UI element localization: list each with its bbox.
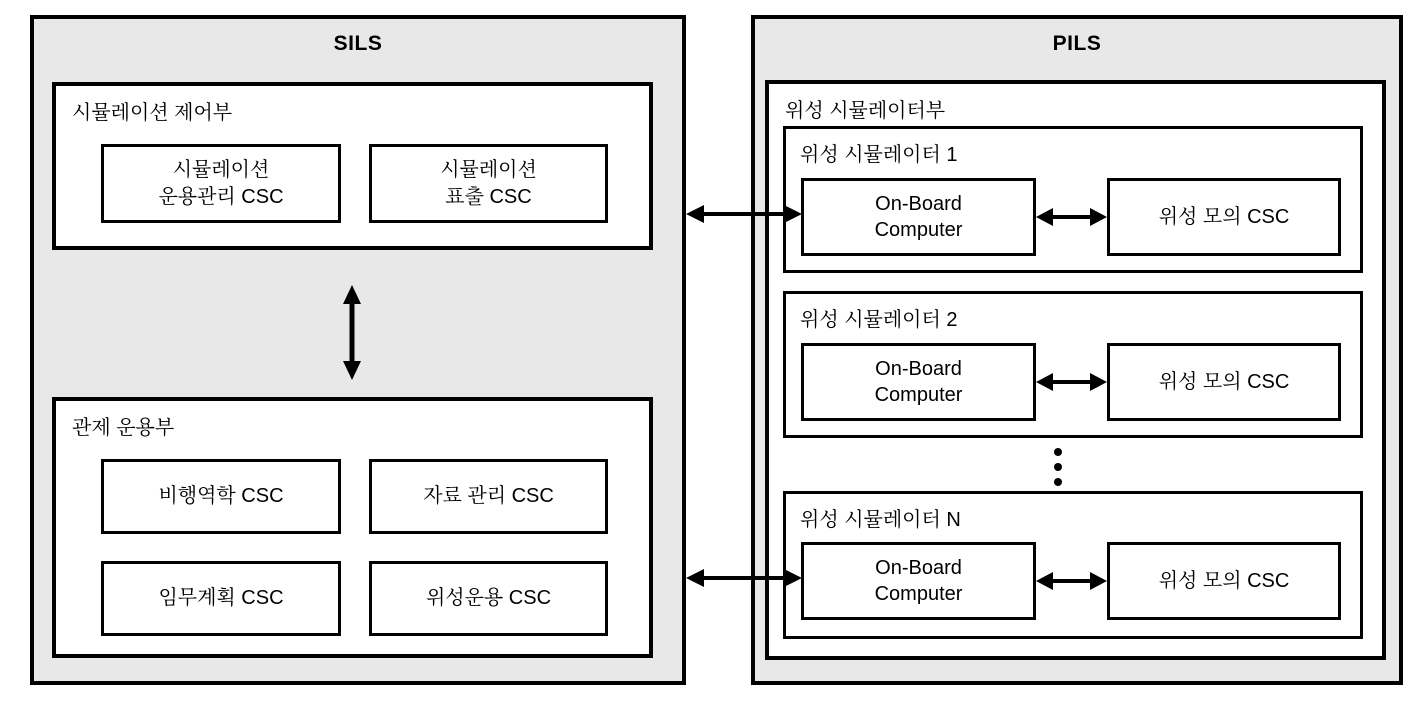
sils-title: SILS bbox=[333, 32, 383, 55]
dot bbox=[1054, 478, 1062, 486]
obc-csc-double-arrow-icon bbox=[1036, 205, 1107, 229]
sim-ops-mgmt-csc-box bbox=[101, 144, 341, 223]
sat-simulator-2-csc-box bbox=[1107, 343, 1341, 421]
flight-dynamics-csc-box bbox=[101, 459, 341, 534]
dot bbox=[1054, 463, 1062, 471]
sat-sim-unit-section bbox=[765, 80, 1386, 660]
flight-dynamics-csc-label: 비행역학 CSC bbox=[158, 485, 284, 508]
sim-ops-mgmt-csc-line1: 시뮬레이션 bbox=[172, 159, 270, 182]
pils-title: PILS bbox=[1052, 32, 1102, 55]
obc-csc-double-arrow-icon bbox=[1036, 569, 1107, 593]
obc-line1: On-Board bbox=[875, 556, 962, 579]
sat-sim-unit-label: 위성 시뮬레이터부 bbox=[785, 100, 946, 122]
sat-simulator-n-label: 위성 시뮬레이터 N bbox=[800, 509, 961, 531]
sat-sim-csc-label: 위성 모의 CSC bbox=[1158, 569, 1290, 592]
sim-control-section-label: 시뮬레이션 제어부 bbox=[72, 102, 233, 124]
obc-line1: On-Board bbox=[875, 192, 962, 215]
sat-ops-csc-box bbox=[369, 561, 608, 636]
sim-ops-mgmt-csc-line2: 운용관리 CSC bbox=[158, 185, 284, 208]
obc-csc-double-arrow-icon bbox=[1036, 370, 1107, 394]
ground-ops-section bbox=[52, 397, 653, 658]
sat-simulator-n-obc-box bbox=[801, 542, 1036, 620]
sim-display-csc-box bbox=[369, 144, 608, 223]
sat-ops-csc-label: 위성운용 CSC bbox=[425, 587, 552, 610]
sat-sim-csc-label: 위성 모의 CSC bbox=[1158, 370, 1290, 393]
sils-pils-top-double-arrow-icon bbox=[686, 202, 802, 226]
mission-planning-csc-label: 임무계획 CSC bbox=[158, 587, 284, 610]
mission-planning-csc-box bbox=[101, 561, 341, 636]
sils-pils-bottom-double-arrow-icon bbox=[686, 566, 802, 590]
sim-display-csc-line1: 시뮬레이션 bbox=[440, 159, 537, 182]
sim-display-csc-line2: 표출 CSC bbox=[445, 185, 532, 208]
sat-simulator-1-obc-box bbox=[801, 178, 1036, 256]
ground-ops-section-label: 관제 운용부 bbox=[72, 417, 175, 439]
obc-line2: Computer bbox=[874, 384, 963, 406]
sils-panel bbox=[30, 15, 686, 685]
ellipsis-dots-icon bbox=[1054, 448, 1062, 486]
sat-simulator-2-label: 위성 시뮬레이터 2 bbox=[800, 309, 958, 331]
sat-simulator-1-csc-box bbox=[1107, 178, 1341, 256]
sat-simulator-2-obc-box bbox=[801, 343, 1036, 421]
pils-panel bbox=[751, 15, 1403, 685]
dot bbox=[1054, 448, 1062, 456]
sat-simulator-2-box bbox=[783, 291, 1363, 438]
sils-vertical-double-arrow-icon bbox=[340, 285, 364, 380]
sat-sim-csc-label: 위성 모의 CSC bbox=[1158, 205, 1290, 228]
obc-line2: Computer bbox=[874, 219, 963, 241]
sat-simulator-n-box bbox=[783, 491, 1363, 639]
data-mgmt-csc-label: 자료 관리 CSC bbox=[423, 485, 554, 508]
data-mgmt-csc-box bbox=[369, 459, 608, 534]
sat-simulator-n-csc-box bbox=[1107, 542, 1341, 620]
sim-control-section bbox=[52, 82, 653, 250]
sat-simulator-1-label: 위성 시뮬레이터 1 bbox=[800, 144, 958, 166]
sat-simulator-1-box bbox=[783, 126, 1363, 273]
obc-line2: Computer bbox=[874, 583, 963, 605]
obc-line1: On-Board bbox=[875, 357, 962, 380]
